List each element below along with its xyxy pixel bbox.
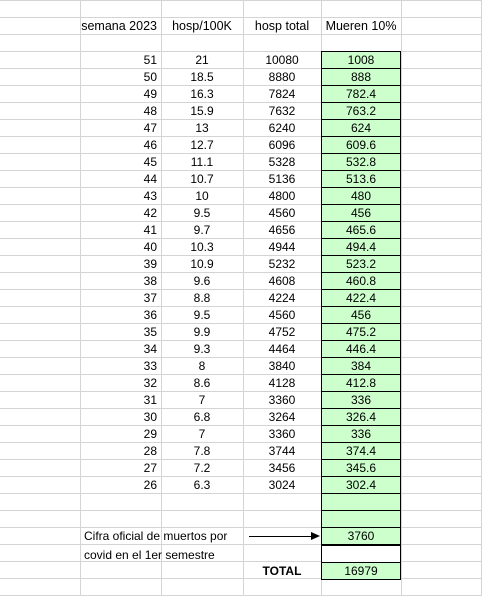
cell-hosp-total[interactable]: 10080 bbox=[265, 53, 299, 67]
cell-hosp-total[interactable]: 3264 bbox=[268, 410, 296, 424]
cell-semana[interactable]: 35 bbox=[143, 325, 157, 339]
empty-highlight-cell[interactable] bbox=[321, 493, 401, 511]
cell-hosp-100k[interactable]: 18.5 bbox=[190, 70, 214, 84]
cell-mueren[interactable]: 460.8 bbox=[321, 272, 401, 290]
cell-semana[interactable]: 30 bbox=[143, 410, 157, 424]
cell-semana[interactable]: 38 bbox=[143, 274, 157, 288]
column-gridline bbox=[401, 0, 402, 596]
cell-mueren[interactable]: 465.6 bbox=[321, 221, 401, 239]
cell-hosp-100k[interactable]: 11.1 bbox=[190, 155, 214, 169]
cell-mueren[interactable]: 763.2 bbox=[321, 102, 401, 120]
cell-semana[interactable]: 29 bbox=[143, 427, 157, 441]
cell-hosp-total[interactable]: 3840 bbox=[268, 359, 296, 373]
cell-hosp-total[interactable]: 5232 bbox=[268, 257, 296, 271]
cell-hosp-total[interactable]: 4128 bbox=[268, 376, 296, 390]
cell-hosp-100k[interactable]: 8 bbox=[198, 359, 206, 373]
total-value[interactable]: 16979 bbox=[321, 562, 401, 580]
cell-hosp-100k[interactable]: 9.3 bbox=[193, 342, 211, 356]
cell-mueren[interactable]: 456 bbox=[321, 306, 401, 324]
cell-mueren[interactable]: 513.6 bbox=[321, 170, 401, 188]
cell-hosp-100k[interactable]: 15.9 bbox=[190, 104, 214, 118]
header-hosp-100k[interactable]: hosp/100K bbox=[172, 19, 232, 33]
cell-semana[interactable]: 49 bbox=[143, 87, 157, 101]
cell-mueren[interactable]: 532.8 bbox=[321, 153, 401, 171]
header-mueren[interactable]: Mueren 10% bbox=[325, 19, 397, 33]
cell-mueren[interactable]: 782.4 bbox=[321, 85, 401, 103]
cell-hosp-total[interactable]: 5328 bbox=[268, 155, 296, 169]
cell-hosp-total[interactable]: 4800 bbox=[268, 189, 296, 203]
cell-hosp-100k[interactable]: 7 bbox=[198, 393, 206, 407]
cell-mueren[interactable]: 475.2 bbox=[321, 323, 401, 341]
cell-mueren[interactable]: 888 bbox=[321, 68, 401, 86]
cell-hosp-100k[interactable]: 10 bbox=[195, 189, 209, 203]
cell-semana[interactable]: 34 bbox=[143, 342, 157, 356]
cell-semana[interactable]: 39 bbox=[143, 257, 157, 271]
cell-mueren[interactable]: 412.8 bbox=[321, 374, 401, 392]
cell-hosp-100k[interactable]: 12.7 bbox=[190, 138, 214, 152]
cell-mueren[interactable]: 345.6 bbox=[321, 459, 401, 477]
note-line-1: Cifra oficial de muertos por bbox=[84, 529, 228, 543]
cell-hosp-100k[interactable]: 16.3 bbox=[190, 87, 214, 101]
cell-semana[interactable]: 28 bbox=[143, 444, 157, 458]
cell-hosp-total[interactable]: 4608 bbox=[268, 274, 296, 288]
cell-hosp-100k[interactable]: 9.7 bbox=[193, 223, 211, 237]
arrow-line-icon bbox=[249, 536, 313, 537]
cell-semana[interactable]: 47 bbox=[143, 121, 157, 135]
cell-hosp-total[interactable]: 3744 bbox=[268, 444, 296, 458]
cell-hosp-100k[interactable]: 8.8 bbox=[193, 291, 211, 305]
cell-hosp-100k[interactable]: 7.8 bbox=[193, 444, 211, 458]
cell-hosp-100k[interactable]: 9.9 bbox=[193, 325, 211, 339]
cell-semana[interactable]: 36 bbox=[143, 308, 157, 322]
cell-hosp-100k[interactable]: 7.2 bbox=[193, 461, 211, 475]
cell-semana[interactable]: 42 bbox=[143, 206, 157, 220]
cell-hosp-total[interactable]: 6240 bbox=[268, 121, 296, 135]
row-gridline bbox=[0, 578, 482, 579]
cell-hosp-total[interactable]: 8880 bbox=[268, 70, 296, 84]
cell-hosp-100k[interactable]: 13 bbox=[195, 121, 209, 135]
cell-semana[interactable]: 51 bbox=[143, 53, 157, 67]
cell-semana[interactable]: 40 bbox=[143, 240, 157, 254]
header-hosp-total[interactable]: hosp total bbox=[254, 19, 310, 33]
cell-hosp-total[interactable]: 3456 bbox=[268, 461, 296, 475]
cell-semana[interactable]: 37 bbox=[143, 291, 157, 305]
cell-hosp-total[interactable]: 7824 bbox=[268, 87, 296, 101]
cell-hosp-100k[interactable]: 10.3 bbox=[190, 240, 214, 254]
cell-semana[interactable]: 45 bbox=[143, 155, 157, 169]
cell-hosp-100k[interactable]: 7 bbox=[198, 427, 206, 441]
cell-hosp-100k[interactable]: 21 bbox=[195, 53, 209, 67]
cell-mueren[interactable]: 326.4 bbox=[321, 408, 401, 426]
cell-hosp-100k[interactable]: 9.5 bbox=[193, 206, 211, 220]
cell-hosp-total[interactable]: 3024 bbox=[268, 478, 296, 492]
cell-mueren[interactable]: 374.4 bbox=[321, 442, 401, 460]
cell-semana[interactable]: 48 bbox=[143, 104, 157, 118]
cell-hosp-total[interactable]: 3360 bbox=[268, 393, 296, 407]
cell-semana[interactable]: 27 bbox=[143, 461, 157, 475]
empty-boxed-cell[interactable] bbox=[321, 545, 401, 563]
cell-hosp-total[interactable]: 4560 bbox=[268, 308, 296, 322]
cell-semana[interactable]: 32 bbox=[143, 376, 157, 390]
official-deaths-note[interactable] bbox=[84, 527, 324, 565]
cell-semana[interactable]: 31 bbox=[143, 393, 157, 407]
cell-hosp-100k[interactable]: 10.9 bbox=[190, 257, 214, 271]
cell-mueren[interactable]: 523.2 bbox=[321, 255, 401, 273]
cell-mueren[interactable]: 1008 bbox=[321, 51, 401, 69]
cell-hosp-100k[interactable]: 9.6 bbox=[193, 274, 211, 288]
row-gridline bbox=[0, 34, 482, 35]
cell-hosp-total[interactable]: 3360 bbox=[268, 427, 296, 441]
row-gridline bbox=[0, 510, 482, 511]
cell-hosp-total[interactable]: 5136 bbox=[268, 172, 296, 186]
cell-hosp-total[interactable]: 4656 bbox=[268, 223, 296, 237]
cell-hosp-total[interactable]: 4560 bbox=[268, 206, 296, 220]
cell-hosp-total[interactable]: 4464 bbox=[268, 342, 296, 356]
cell-mueren[interactable]: 480 bbox=[321, 187, 401, 205]
cell-mueren[interactable]: 494.4 bbox=[321, 238, 401, 256]
cell-semana[interactable]: 46 bbox=[143, 138, 157, 152]
cell-hosp-100k[interactable]: 10.7 bbox=[190, 172, 214, 186]
cell-mueren[interactable]: 336 bbox=[321, 425, 401, 443]
cell-mueren[interactable]: 302.4 bbox=[321, 476, 401, 494]
cell-hosp-100k[interactable]: 6.8 bbox=[193, 410, 211, 424]
cell-semana[interactable]: 41 bbox=[143, 223, 157, 237]
official-deaths-value[interactable]: 3760 bbox=[321, 527, 401, 545]
cell-semana[interactable]: 33 bbox=[143, 359, 157, 373]
cell-hosp-total[interactable]: 4224 bbox=[268, 291, 296, 305]
header-semana[interactable]: semana 2023 bbox=[81, 19, 157, 33]
cell-semana[interactable]: 50 bbox=[143, 70, 157, 84]
cell-semana[interactable]: 43 bbox=[143, 189, 157, 203]
cell-mueren[interactable]: 384 bbox=[321, 357, 401, 375]
row-gridline bbox=[0, 493, 482, 494]
cell-hosp-total[interactable]: 6096 bbox=[268, 138, 296, 152]
total-label[interactable]: TOTAL bbox=[262, 564, 302, 578]
row-gridline bbox=[0, 0, 482, 1]
cell-mueren[interactable]: 422.4 bbox=[321, 289, 401, 307]
cell-mueren[interactable]: 624 bbox=[321, 119, 401, 137]
cell-semana[interactable]: 44 bbox=[143, 172, 157, 186]
cell-hosp-total[interactable]: 4752 bbox=[268, 325, 296, 339]
cell-hosp-100k[interactable]: 6.3 bbox=[193, 478, 211, 492]
cell-hosp-100k[interactable]: 8.6 bbox=[193, 376, 211, 390]
cell-hosp-total[interactable]: 4944 bbox=[268, 240, 296, 254]
cell-hosp-100k[interactable]: 9.5 bbox=[193, 308, 211, 322]
cell-semana[interactable]: 26 bbox=[143, 478, 157, 492]
cell-hosp-total[interactable]: 7632 bbox=[268, 104, 296, 118]
cell-mueren[interactable]: 446.4 bbox=[321, 340, 401, 358]
arrow-head-icon bbox=[311, 532, 320, 540]
cell-mueren[interactable]: 609.6 bbox=[321, 136, 401, 154]
cell-mueren[interactable]: 336 bbox=[321, 391, 401, 409]
note-line-2: covid en el 1er semestre bbox=[84, 548, 215, 562]
cell-mueren[interactable]: 456 bbox=[321, 204, 401, 222]
empty-highlight-cell[interactable] bbox=[321, 510, 401, 528]
